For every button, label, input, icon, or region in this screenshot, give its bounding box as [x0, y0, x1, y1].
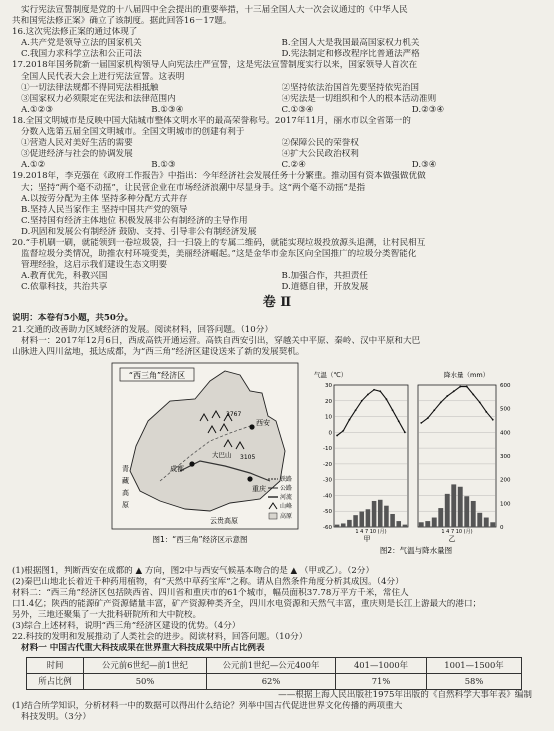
temp-tick: 0 [328, 430, 332, 437]
options-row [12, 271, 542, 282]
city-chengdu: 成都 [170, 464, 184, 473]
option-c: C.坚持国有经济主体地位 积极发展非公有制经济的主导作用 [21, 215, 248, 226]
label-jia: 甲 [363, 534, 371, 543]
temp-line [337, 390, 405, 436]
ratio-table [26, 657, 522, 690]
precip-axis-label: 降水量（mm） [444, 370, 490, 379]
temp-tick: -60 [323, 524, 332, 531]
option-d: D.③④ [411, 160, 437, 171]
temp-point [485, 411, 487, 413]
statements-row [12, 138, 542, 149]
option-b: B.①③ [151, 160, 176, 171]
precip-bar [384, 506, 389, 527]
sub-question: 科技发明。（3分） [21, 711, 91, 722]
precip-bar [396, 521, 401, 527]
temp-tick: -10 [323, 445, 332, 452]
city-xian: 西安 [256, 418, 270, 427]
temp-tick: 20 [325, 398, 332, 405]
option-b: B.坚持人民当家作主 坚持中国共产党的领导 [21, 204, 188, 215]
intro-line: 共和国宪法修正案》确立了该制度。据此回答16－17题。 [12, 16, 232, 27]
month-ticks: 1 4 7 10 (月) [355, 528, 387, 535]
section-note: 说明：本卷有5小题，共50分。 [12, 313, 134, 324]
temp-point [349, 419, 351, 421]
option-a: A.①② [21, 160, 46, 171]
temp-point [479, 401, 481, 403]
temp-tick: -30 [323, 477, 332, 484]
sub-question: (3)综合上述材料，说明“西三角”经济区建设的优势。（4分） [12, 621, 241, 632]
table-cell: 62% [207, 673, 336, 689]
temp-point [420, 422, 422, 424]
precip-tick: 500 [500, 406, 511, 413]
options-row [12, 49, 542, 60]
region-map [100, 361, 300, 547]
options-row [12, 160, 542, 171]
precip-bar [458, 487, 463, 527]
option-d: D.巩固和发展公有制经济 鼓励、支持、引导非公有制经济发展 [21, 226, 257, 237]
question-stem: 22.科技的发明和发展推动了人类社会的进步。阅读材料，回答问题。（10分） [12, 632, 308, 643]
precip-tick: 400 [500, 430, 511, 437]
temp-point [392, 409, 394, 411]
svg-text:高原: 高原 [280, 512, 293, 520]
temp-point [398, 420, 400, 422]
precip-bar [378, 500, 383, 527]
temp-point [404, 431, 406, 433]
question-stem: 17.2018年国务院新一届国家机构领导人向宪法庄严宣誓，这是宪法宣誓制度实行以来，国家领导人首次在 [12, 60, 418, 71]
statement-4: ④宪法是一切组织和个人的根本活动准则 [281, 93, 437, 104]
precip-bar [477, 513, 482, 527]
precip-bar [347, 520, 352, 527]
svg-text:公路: 公路 [280, 484, 293, 492]
statement-3: ③国家权力必须限定在宪法和法律范围内 [21, 93, 176, 104]
sub-question: (1)结合所学知识，分析材料一中的数据可以得出什么结论？列举中国古代促进世界文化传播的两项重大 [12, 700, 403, 711]
temp-tick: 10 [325, 414, 332, 421]
temp-point [433, 409, 435, 411]
precip-bar [359, 511, 364, 526]
plateau-yungui: 云贵高原 [210, 516, 238, 525]
sub-question: (2)秦巴山地北长着近千种药用植物，有“天然中草药宝库”之称。请从自然条件角度分析其成因。（4分） [12, 576, 404, 587]
precip-tick: 200 [500, 477, 511, 484]
statement-1: ①营造人民对美好生活的需要 [21, 138, 133, 149]
precip-tick: 300 [500, 453, 511, 460]
section-title: 卷 Ⅱ [262, 295, 292, 311]
table-header-row [27, 657, 522, 673]
statement-1: ①一切法律法规都不得同宪法相抵触 [21, 82, 159, 93]
temp-point [427, 417, 429, 419]
temp-line [421, 386, 493, 422]
options-row [12, 282, 542, 293]
table-cell: 50% [84, 673, 207, 689]
table-cell: 58% [427, 673, 522, 689]
map-title: “西三角”经济区 [128, 370, 186, 380]
material-text: 另外，三地还聚集了一大批科研院所和大中院校。 [12, 610, 202, 621]
option-b: B.①③④ [151, 104, 184, 115]
precip-bar [471, 501, 476, 527]
table-cell: 71% [336, 673, 427, 689]
options-row [12, 38, 542, 49]
statements-row [12, 149, 542, 160]
temp-point [466, 385, 468, 387]
temp-point [492, 419, 494, 421]
city-chongqing: 重庆 [252, 484, 266, 493]
material-text: 材料一：2017年12月6日，西成高铁开通运营。高铁自西安引出，穿越关中平原、秦岭、汉中平原和大巴 [21, 335, 421, 346]
question-stem: 分数入选第五届全国文明城市。全国文明城市的创建有利于 [21, 127, 245, 138]
statements-row [12, 94, 542, 105]
precip-bar [390, 514, 395, 527]
table-title: 材料一 中国古代重大科技成果在世界重大科技成果中所占比例表 [21, 643, 265, 654]
option-c: C.②④ [281, 160, 306, 171]
option-b: B.全国人大是我国最高国家权力机关 [281, 38, 420, 49]
peak-1: 3767 [226, 410, 242, 418]
material-text: 口1.4亿；陕西的能源矿产资源储量丰富，矿产资源种类齐全，四川水电资源和天然气丰富，重庆则是长江上游最大的港口； [12, 599, 482, 610]
precip-bar [432, 517, 437, 526]
precip-bar [425, 521, 430, 527]
option-a: A.以按劳分配为主体 坚持多种分配方式并存 [21, 193, 188, 204]
precip-bar [451, 484, 456, 527]
panel-frame [418, 385, 496, 527]
precip-ticks [500, 383, 511, 531]
intro-line: 实行宪法宣誓制度是党的十八届四中全会提出的重要举措，十三届全国人大一次会议通过的《中华人民 [21, 5, 408, 15]
month-ticks: 1 4 7 10 (月) [441, 528, 473, 535]
city-chongqing-marker [247, 476, 252, 481]
table-cell: 1001—1500年 [427, 657, 522, 673]
temp-point [453, 390, 455, 392]
question-stem: 18.全国文明城市是反映中国大陆城市整体文明水平的最高荣誉称号。2017年11月，丽水市以全省第一的 [12, 115, 411, 126]
option-a: A.①②③ [21, 104, 54, 115]
city-chengdu-marker [189, 461, 194, 466]
temp-point [373, 389, 375, 391]
question-stem: 19.2018年，李克强在《政府工作报告》中指出：今年经济社会发展任务十分繁重。推动国有资本做强做优做 [12, 171, 426, 182]
svg-text:山峰: 山峰 [280, 502, 293, 510]
precip-tick: 0 [500, 524, 504, 531]
temp-tick: 30 [325, 382, 332, 389]
precip-bar [438, 508, 443, 527]
question-stem: 20.“手机刷一刷，就能领到一卷垃圾袋，扫一扫袋上的专属二维码，就能实现垃圾投放源头追溯，让村民相互 [12, 237, 426, 248]
temp-point [361, 400, 363, 402]
statement-3: ③促进经济与社会的协调发展 [21, 149, 133, 160]
question-stem: 监督垃圾分类情况，助推农村环境变美，美丽经济崛起。”这是金华市金东区向全国推广的垃圾分类智能化 [21, 249, 417, 260]
svg-text:藏: 藏 [122, 476, 129, 485]
temp-point [342, 430, 344, 432]
panel-jia [334, 385, 408, 535]
precip-bar [490, 522, 495, 527]
table-cell: 时间 [27, 657, 84, 673]
option-a: A.教育优先，科教兴国 [21, 271, 108, 282]
label-yi: 乙 [448, 534, 456, 543]
table-cell: 401—1000年 [336, 657, 427, 673]
sub-question: (1)根据图1，判断西安在成都的 ▲ 方向，图2中与西安气候基本吻合的是 ▲ （甲或乙）。（2分） [12, 565, 375, 576]
material-text: 山脉进入四川盆地，抵达成都，为“西三角”经济区建设送来了新的发展契机。 [12, 346, 305, 357]
table-source: ——根据上海人民出版社1975年出版的《自然科学大事年表》编制 [278, 689, 532, 700]
precip-bar [372, 501, 377, 527]
temp-ticks [323, 383, 332, 531]
temp-point [472, 393, 474, 395]
table-cell: 公元前1世纪—公元400年 [207, 657, 336, 673]
question-stem: 管理经验，这启示我们建设生态文明要 [21, 260, 168, 271]
precip-bar [403, 524, 408, 526]
climate-caption: 图2：气温与降水量图 [379, 545, 453, 555]
table-cell: 所占比例 [27, 673, 84, 689]
option-d: D.宪法制定和修改程序比普通法严格 [281, 49, 420, 60]
plateau-qinghai: 青 [122, 464, 129, 473]
temp-point [355, 409, 357, 411]
option-a: A.共产党是领导立法的国家机关 [21, 38, 142, 49]
option-c: C.①③④ [281, 104, 314, 115]
temp-tick: -50 [323, 509, 332, 516]
option-c: C.我国力求科学立法和公正司法 [21, 49, 142, 60]
figures-area [12, 361, 542, 564]
options-row [12, 105, 542, 116]
precip-bar [445, 494, 450, 527]
option-d: D.道德自律，开放发展 [281, 282, 369, 293]
temp-point [367, 393, 369, 395]
climate-chart [312, 369, 520, 555]
temp-point [379, 390, 381, 392]
precip-tick: 100 [500, 501, 511, 508]
table-cell: 公元前6世纪—前1世纪 [84, 657, 207, 673]
svg-text:铁路: 铁路 [280, 475, 293, 483]
question-stem: 全国人民代表大会上进行宪法宣誓。这表明 [21, 71, 185, 82]
question-stem: 16.这次宪法修正案的通过体现了 [12, 27, 138, 38]
precip-bar [366, 509, 371, 527]
temp-tick: -40 [323, 493, 332, 500]
temp-tick: -20 [323, 461, 332, 468]
svg-text:河流: 河流 [280, 493, 293, 501]
option-c: C.依靠科技，共治共享 [21, 282, 108, 293]
precip-bar [335, 524, 340, 526]
statement-2: ②坚持依法治国首先要坚持依宪治国 [281, 82, 420, 93]
map-caption: 图1：“西三角”经济区示意图 [152, 534, 248, 544]
question-stem: 21.交通的改善助力区域经济的发展。阅读材料，回答问题。（10分） [12, 324, 273, 335]
city-xian-marker [249, 424, 254, 429]
precip-bar [484, 517, 489, 526]
temp-point [459, 385, 461, 387]
precip-bar [341, 523, 346, 527]
precip-bar [464, 496, 469, 527]
panel-frame [334, 385, 408, 527]
peak-3: 大巴山 [212, 450, 232, 459]
precip-bar [419, 522, 424, 527]
temp-axis-label: 气温（℃） [314, 370, 348, 379]
panel-yi [418, 385, 496, 535]
statement-2: ②保障公民的荣誉权 [281, 138, 359, 149]
table-row [27, 673, 522, 689]
svg-text:原: 原 [122, 500, 129, 509]
temp-point [440, 401, 442, 403]
material-text: 材料二：“西三角”经济区包括陕西省、四川省和重庆市的61个城市，幅员面积37.78万平方千米，常住人 [12, 588, 409, 598]
question-stem: 大；坚持“两个毫不动摇”，让民营企业在市场经济浪潮中尽显身手。这“两个毫不动摇”是指 [21, 182, 366, 193]
svg-text:高: 高 [122, 488, 129, 497]
precip-tick: 600 [500, 382, 511, 389]
temp-point [446, 395, 448, 397]
peak-2: 3105 [240, 453, 256, 461]
statements-row [12, 83, 542, 94]
temp-point [386, 398, 388, 400]
precip-bar [353, 515, 358, 527]
option-b: B.加强合作，共担责任 [281, 271, 368, 282]
option-d: D.②③④ [411, 104, 445, 115]
temp-point [336, 434, 338, 436]
statement-4: ④扩大公民政治权利 [281, 149, 359, 160]
